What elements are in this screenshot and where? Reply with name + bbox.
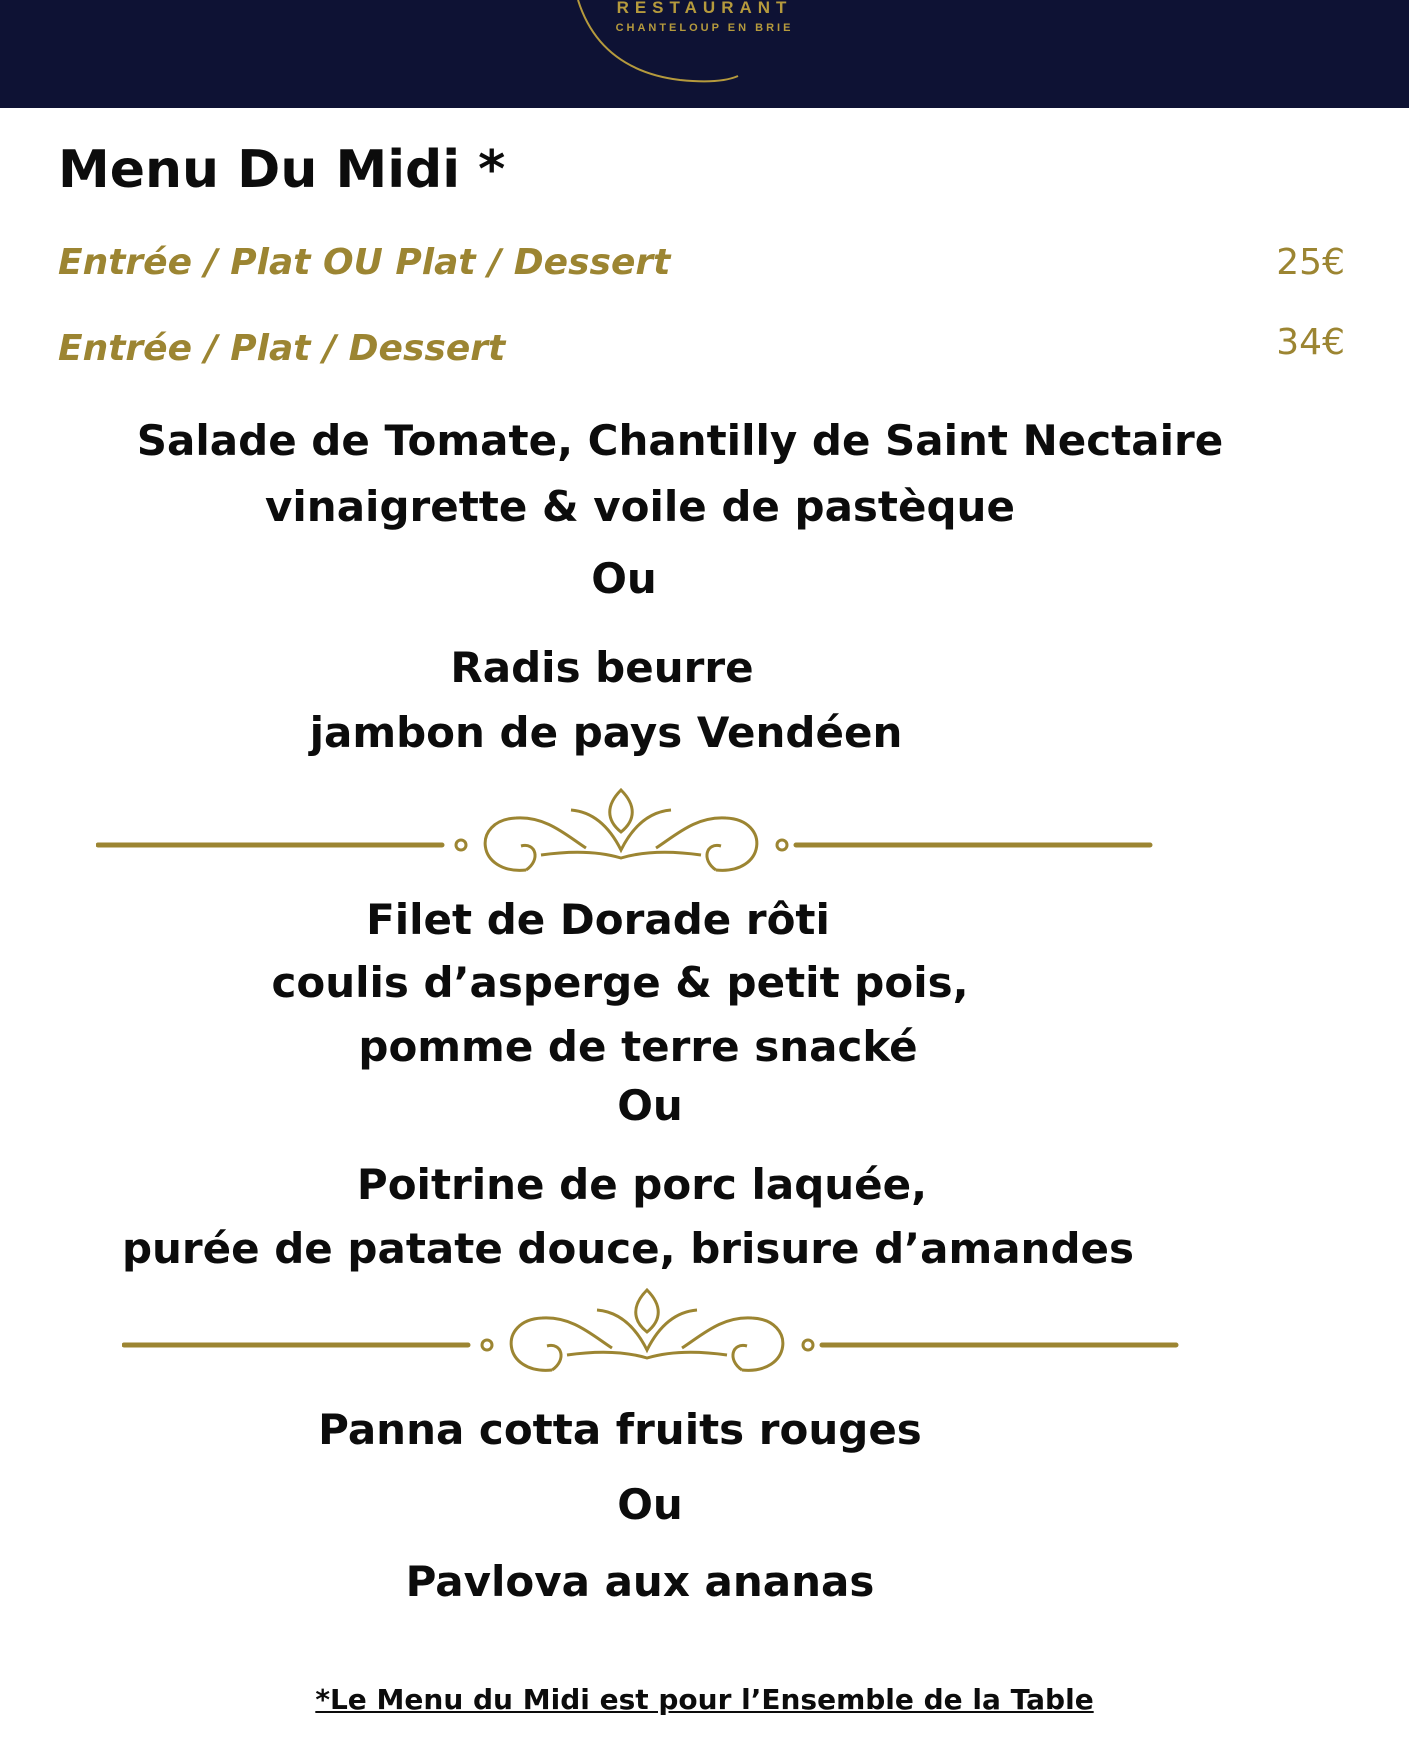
plat-or: Ou [617,1081,683,1130]
plat-2-line-1: Poitrine de porc laquée, [356,1160,928,1209]
plat-1-line-1: Filet de Dorade rôti [366,895,830,944]
formula-1-label: Entrée / Plat OU Plat / Dessert [58,242,671,283]
entree-1-line-2: vinaigrette & voile de pastèque [265,482,1015,531]
entree-1-line-1: Salade de Tomate, Chantilly de Saint Nectaire [136,416,1224,465]
menu-title: Menu Du Midi * [58,140,506,200]
dessert-1: Panna cotta fruits rouges [318,1405,922,1454]
formula-2-label: Entrée / Plat / Dessert [58,328,506,369]
entree-2-line-2: jambon de pays Vendéen [309,708,903,757]
brand-name: RESTAURANT [616,0,793,17]
formula-1-price: 25€ [1276,242,1345,283]
ornament-divider-icon [96,780,1156,880]
dessert-2: Pavlova aux ananas [405,1557,875,1606]
brand-location: CHANTELOUP EN BRIE [615,22,794,34]
header-band [0,0,1409,108]
plat-1-line-3: pomme de terre snacké [358,1022,918,1071]
formula-2-price: 34€ [1276,322,1345,363]
ornament-divider-icon [122,1280,1182,1380]
plat-2-line-2: purée de patate douce, brisure d’amandes [121,1224,1135,1273]
dessert-or: Ou [617,1480,683,1529]
footnote: *Le Menu du Midi est pour l’Ensemble de la Table [315,1683,1094,1716]
entree-2-line-1: Radis beurre [450,643,754,692]
plat-1-line-2: coulis d’asperge & petit pois, [271,958,969,1007]
entree-or: Ou [591,554,657,603]
